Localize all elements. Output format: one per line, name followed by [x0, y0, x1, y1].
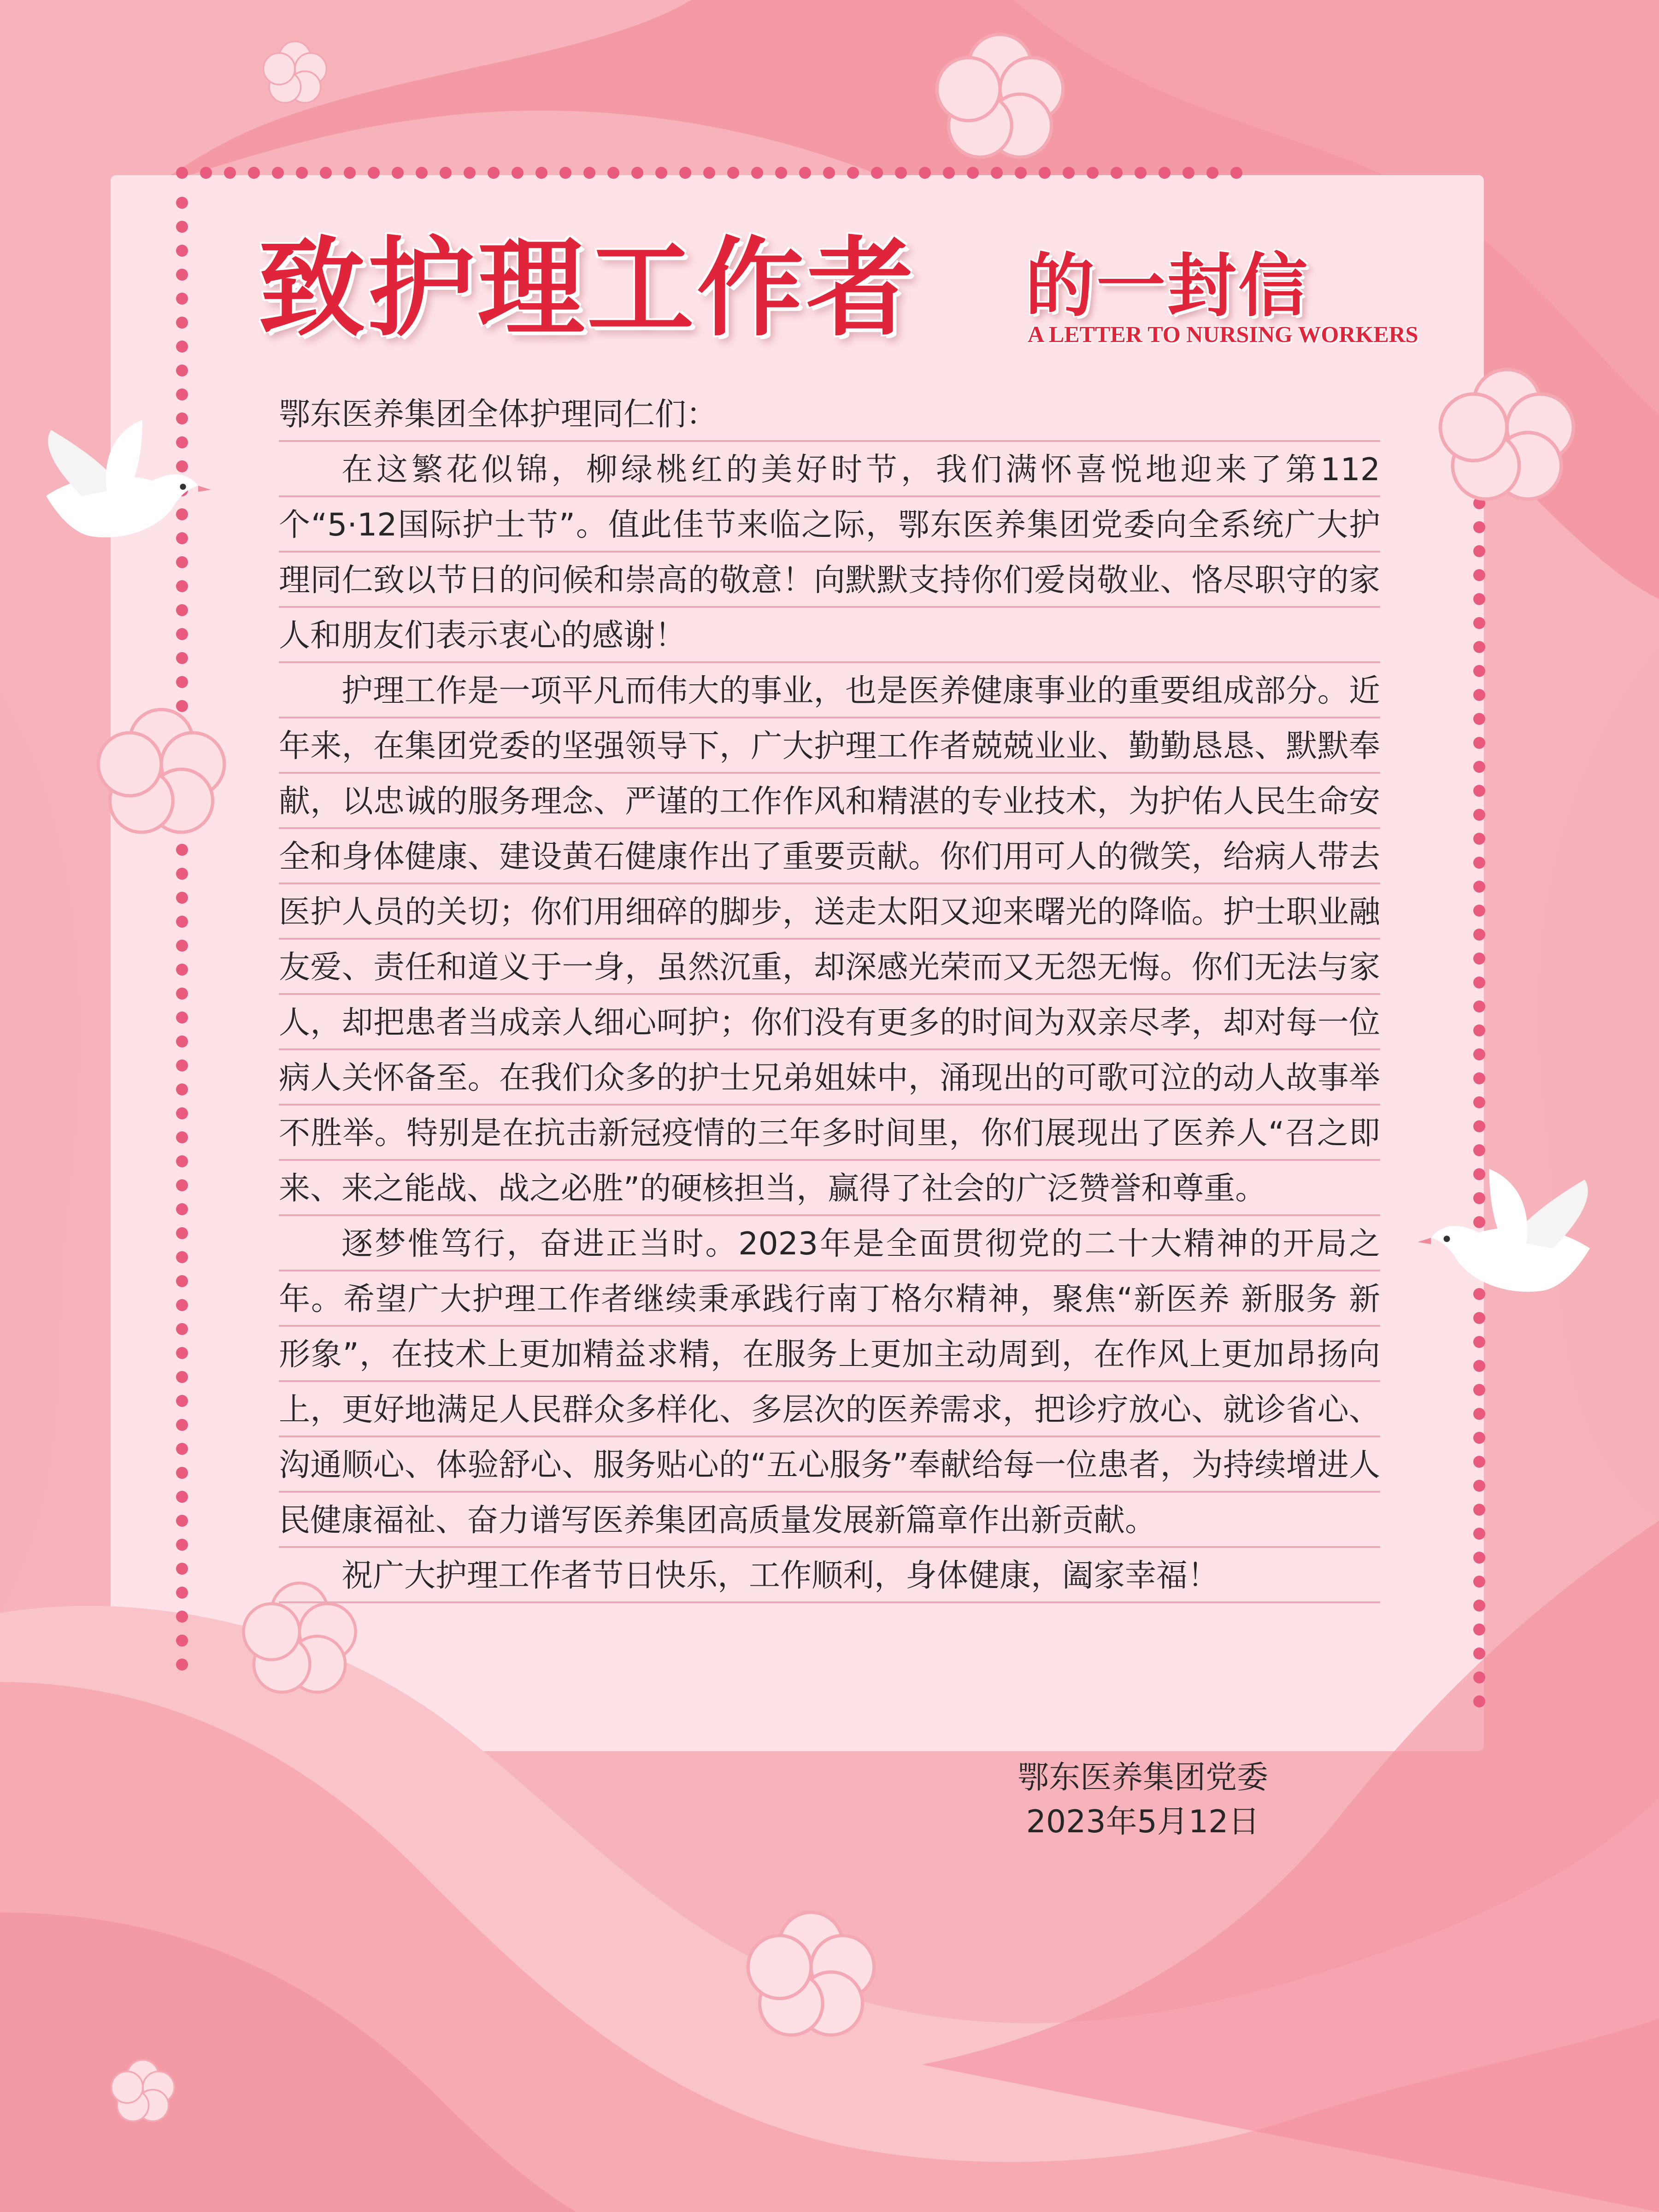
paragraph-2: 护理工作是一项平凡而伟大的事业，也是医养健康事业的重要组成部分。近年来，在集团党委的坚强领导下，广大护理工作者兢兢业业、勤勤恳恳、默默奉献，以忠诚的服务理念、严谨的工作作风和精湛的专业技术，为护佑人民生命安全和身体健康、建设黄石健康作出了重要贡献。你们用可人的微笑，给病人带去医护人员的关切；你们用细碎的脚步，送走太阳又迎来曙光的降临。护士职业融友爱、责任和道义于一身，虽然沉重，却深感光荣而又无怨无悔。你们无法与家人，却把患者当成亲人细心呵护；你们没有更多的时间为双亲尽孝，却对每一位病人关怀备至。在我们众多的护士兄弟姐妹中，涌现出的可歌可泣的动人故事举不胜举。特别是在抗击新冠疫情的三年多时间里，你们展现出了医养人“召之即来、来之能战、战之必胜”的硬核担当，赢得了社会的广泛赞誉和尊重。 [279, 673, 1380, 1207]
title-sub: 的一封信 [1025, 245, 1310, 326]
title-english: A LETTER TO NURSING WORKERS [1028, 321, 1418, 347]
title-main: 致护理工作者 [258, 225, 917, 351]
paragraph-3: 逐梦惟笃行，奋进正当时。2023年是全面贯彻党的二十大精神的开局之年。希望广大护理工作者继续秉承践行南丁格尔精神，聚焦“新医养 新服务 新形象”，在技术上更加精益求精，在服务上更加主动周到，在作风上更加昂扬向上，更好地满足人民群众多样化、多层次的医养需求，把诊疗放心、就诊省心、沟通顺心、体验舒心、服务贴心的“五心服务”奉献给每一位患者，为持续增进人民健康福祉、奋力谱写医养集团高质量发展新篇章作出新贡献。 [279, 1226, 1380, 1539]
signature-org: 鄂东医养集团党委 [1017, 1759, 1268, 1796]
paragraph-closing: 祝广大护理工作者节日快乐，工作顺利，身体健康，阖家幸福！ [341, 1558, 1219, 1594]
signature-date: 2023年5月12日 [1026, 1804, 1260, 1840]
title-block [258, 226, 1502, 369]
salutation: 鄂东医养集团全体护理同仁们： [279, 396, 718, 433]
letter-body [279, 387, 1380, 1604]
paragraph-1: 在这繁花似锦，柳绿桃红的美好时节，我们满怀喜悦地迎来了第112个“5·12国际护士节”。值此佳节来临之际，鄂东医养集团党委向全系统广大护理同仁致以节日的问候和崇高的敬意！向默默支持你们爱岗敬业、恪尽职守的家人和朋友们表示衷心的感谢！ [279, 452, 1380, 654]
signature-block [982, 1756, 1304, 1844]
